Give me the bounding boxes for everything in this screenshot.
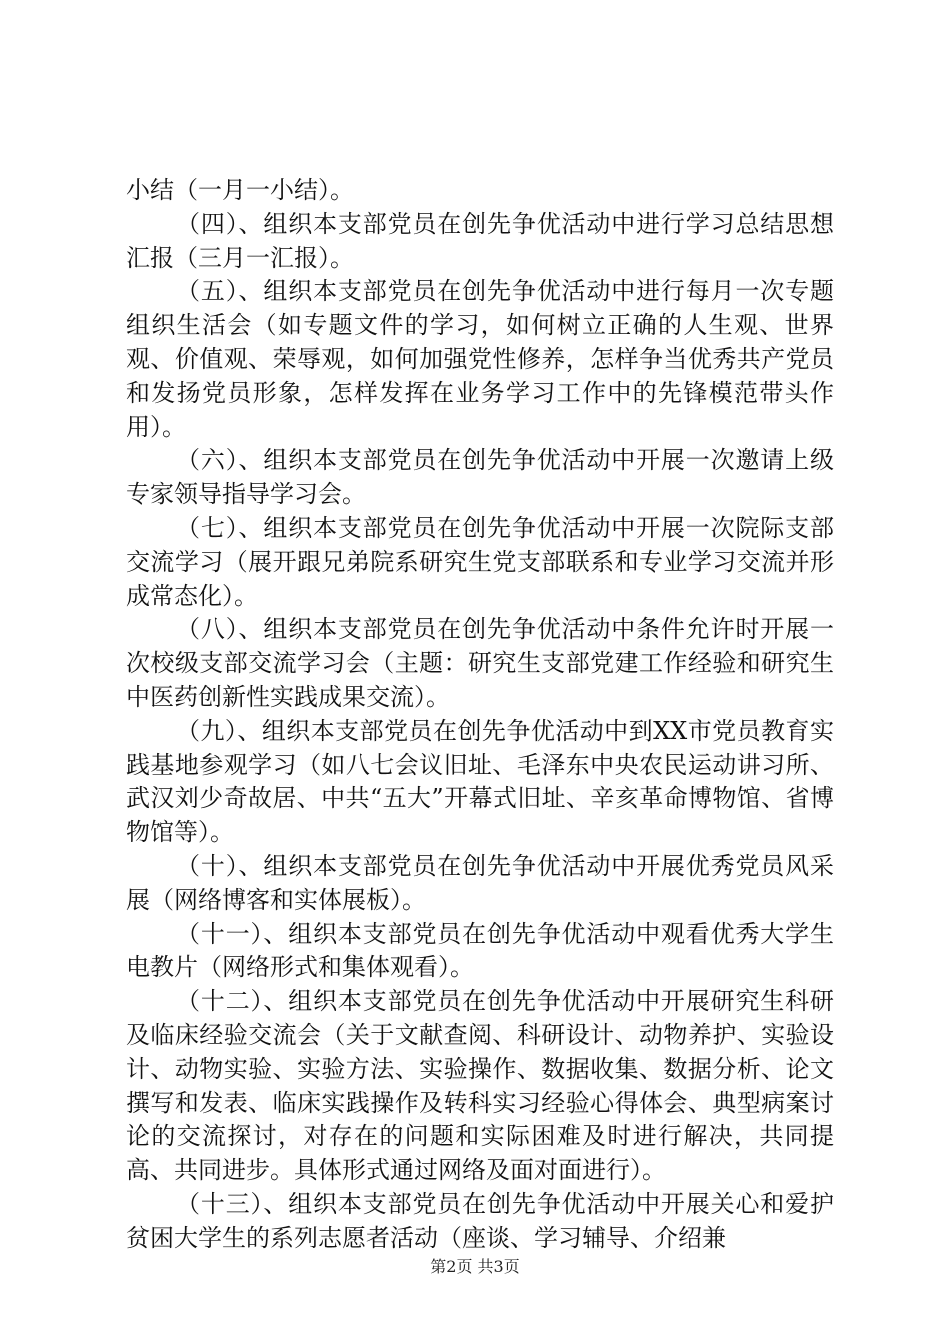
page-footer: 第2页 共3页 <box>430 1257 520 1276</box>
paragraph-item-9: （九）、组织本支部党员在创先争优活动中到XX市党员教育实践基地参观学习（如八七会议旧址、毛泽东中央农民运动讲习所、武汉刘少奇故居、中共“五大”开幕式旧址、辛亥革命博物馆、省博物馆等）。 <box>126 716 834 847</box>
paragraph-item-13: （十三）、组织本支部党员在创先争优活动中开展关心和爱护贫困大学生的系列志愿者活动（座谈、学习辅导、介绍兼 <box>126 1189 834 1252</box>
paragraph-item-5: （五）、组织本支部党员在创先争优活动中进行每月一次专题组织生活会（如专题文件的学习，如何树立正确的人生观、世界观、价值观、荣辱观，如何加强党性修养，怎样争当优秀共产党员和发扬党员形象，怎样发挥在业务学习工作中的先锋模范带头作用）。 <box>126 277 834 441</box>
document-body <box>126 174 834 1256</box>
paragraph-continuation: 小结（一月一小结）。 <box>126 176 354 204</box>
paragraph-item-11: （十一）、组织本支部党员在创先争优活动中观看优秀大学生电教片（网络形式和集体观看）。 <box>126 919 834 982</box>
paragraph-item-6: （六）、组织本支部党员在创先争优活动中开展一次邀请上级专家领导指导学习会。 <box>126 446 834 509</box>
paragraph-item-8: （八）、组织本支部党员在创先争优活动中条件允许时开展一次校级支部交流学习会（主题：研究生支部党建工作经验和研究生中医药创新性实践成果交流）。 <box>126 615 834 711</box>
paragraph-item-10: （十）、组织本支部党员在创先争优活动中开展优秀党员风采展（网络博客和实体展板）。 <box>126 851 834 914</box>
paragraph-item-12: （十二）、组织本支部党员在创先争优活动中开展研究生科研及临床经验交流会（关于文献查阅、科研设计、动物养护、实验设计、动物实验、实验方法、实验操作、数据收集、数据分析、论文撰写和发表、临床实践操作及转科实习经验心得体会、典型病案讨论的交流探讨，对存在的问题和实际困难及时进行解决，共同提高、共同进步。具体形式通过网络及面对面进行）。 <box>126 987 834 1185</box>
paragraph-item-7: （七）、组织本支部党员在创先争优活动中开展一次院际支部交流学习（展开跟兄弟院系研究生党支部联系和专业学习交流并形成常态化）。 <box>126 513 834 610</box>
paragraph-item-4: （四）、组织本支部党员在创先争优活动中进行学习总结思想汇报（三月一汇报）。 <box>126 209 834 272</box>
